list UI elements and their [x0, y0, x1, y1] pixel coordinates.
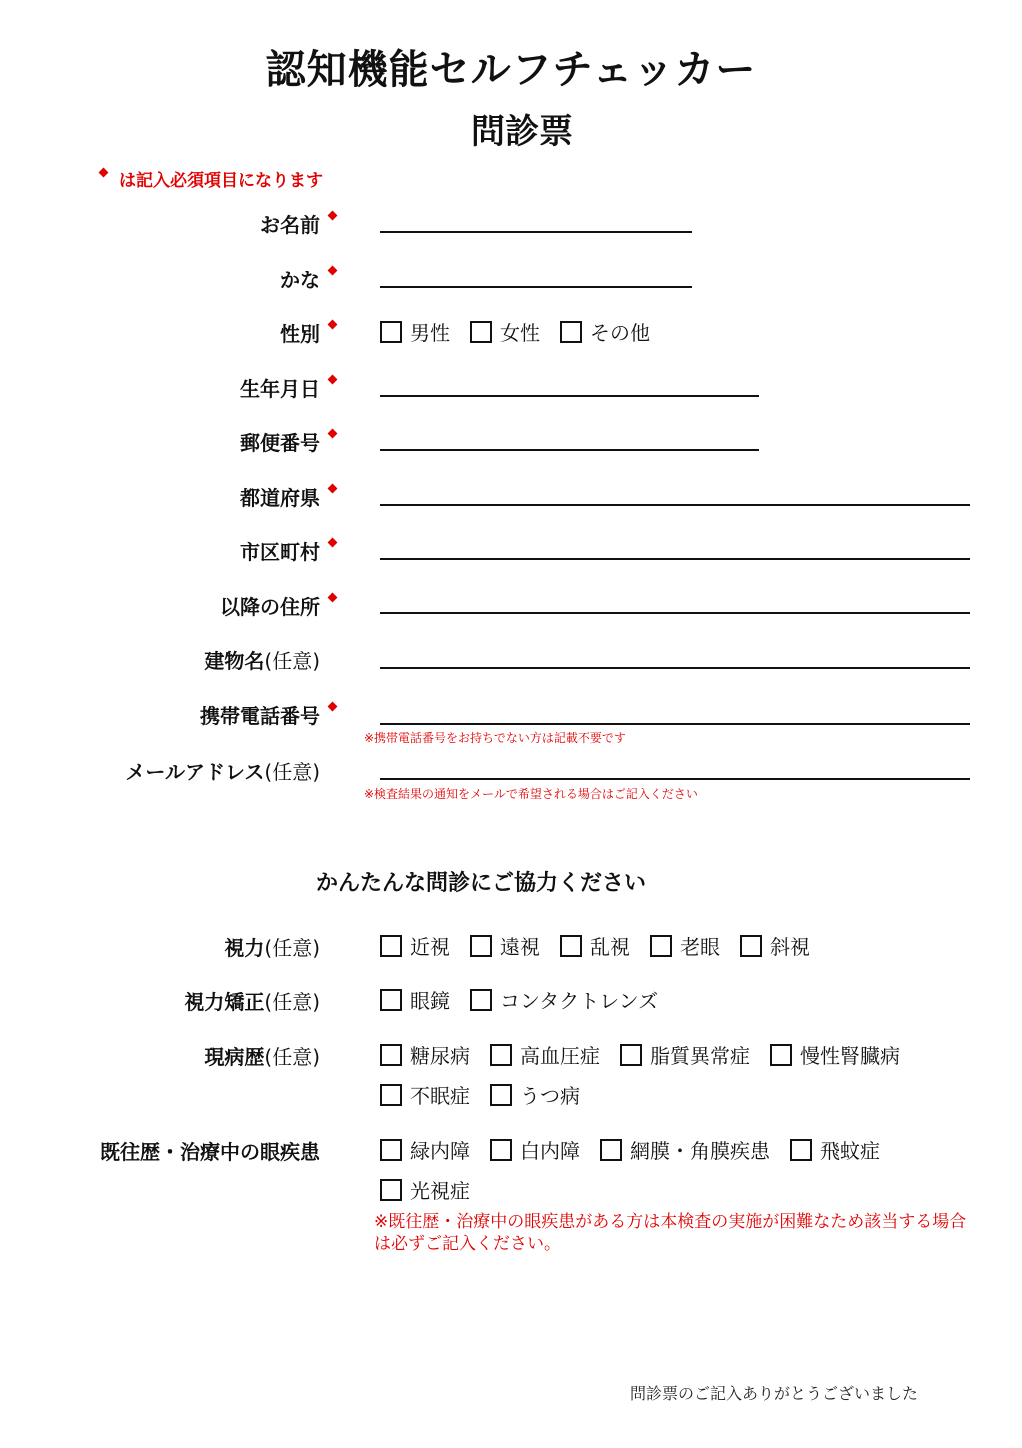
required-note-text: は記入必須項目になります: [119, 171, 323, 191]
eye-history-option[interactable]: 光視症: [380, 1175, 470, 1204]
footer-thanks: 問診票のご記入ありがとうございました: [630, 1384, 919, 1403]
checkbox[interactable]: [770, 1044, 792, 1066]
vision-option[interactable]: 老眼: [650, 931, 720, 960]
vision-options: [380, 931, 830, 960]
postal-label: 郵便番号: [240, 427, 320, 456]
current-illness-option[interactable]: 糖尿病: [380, 1040, 470, 1069]
checkbox[interactable]: [380, 989, 402, 1011]
mobile-label: 携帯電話番号: [200, 700, 320, 729]
required-diamond-icon: [328, 266, 338, 276]
prefecture-label: 都道府県: [240, 482, 320, 511]
eye-history-option[interactable]: 白内障: [490, 1135, 580, 1164]
mobile-field[interactable]: [380, 723, 970, 725]
vision-option[interactable]: 近視: [380, 931, 450, 960]
correction-label: 視力矯正(任意): [184, 990, 320, 1014]
eye-history-options-row2: [380, 1175, 490, 1204]
checkbox[interactable]: [380, 1179, 402, 1201]
birthdate-label: 生年月日: [240, 373, 320, 402]
checkbox[interactable]: [620, 1044, 642, 1066]
required-diamond-icon: [328, 320, 338, 330]
checkbox[interactable]: [650, 935, 672, 957]
name-field[interactable]: [380, 231, 692, 233]
birthdate-field[interactable]: [380, 395, 759, 397]
eye-history-option[interactable]: 緑内障: [380, 1135, 470, 1164]
required-note: [100, 166, 323, 191]
current-illness-option[interactable]: 脂質異常症: [620, 1040, 750, 1069]
vision-option[interactable]: 乱視: [560, 931, 630, 960]
checkbox[interactable]: [380, 1139, 402, 1161]
kana-field[interactable]: [380, 286, 692, 288]
checkbox[interactable]: [560, 321, 582, 343]
vision-option[interactable]: 遠視: [470, 931, 540, 960]
checkbox[interactable]: [490, 1084, 512, 1106]
name-label: お名前: [260, 209, 320, 238]
city-label: 市区町村: [240, 536, 320, 565]
current-illness-option[interactable]: 高血圧症: [490, 1040, 600, 1069]
email-label: メールアドレス(任意): [125, 760, 320, 784]
checkbox[interactable]: [380, 935, 402, 957]
required-diamond-icon: [328, 702, 338, 712]
required-diamond-icon: [328, 538, 338, 548]
gender-label: 性別: [280, 318, 320, 347]
checkbox[interactable]: [380, 321, 402, 343]
vision-label: 視力(任意): [224, 936, 320, 960]
checkbox[interactable]: [490, 1044, 512, 1066]
gender-option-female[interactable]: 女性: [470, 317, 540, 346]
current-illness-options-row1: [380, 1040, 920, 1069]
current-illness-options-row2: [380, 1080, 600, 1109]
building-field[interactable]: [380, 667, 970, 669]
eye-history-option[interactable]: 網膜・角膜疾患: [600, 1135, 770, 1164]
required-diamond-icon: [328, 593, 338, 603]
correction-options: [380, 985, 678, 1014]
current-illness-label: 現病歴(任意): [204, 1045, 320, 1069]
current-illness-option[interactable]: 不眠症: [380, 1080, 470, 1109]
required-diamond-icon: [99, 168, 109, 178]
city-field[interactable]: [380, 558, 970, 560]
checkbox[interactable]: [470, 935, 492, 957]
checkbox[interactable]: [380, 1044, 402, 1066]
checkbox[interactable]: [470, 321, 492, 343]
required-diamond-icon: [328, 375, 338, 385]
required-diamond-icon: [328, 211, 338, 221]
current-illness-option[interactable]: 慢性腎臓病: [770, 1040, 900, 1069]
required-diamond-icon: [328, 429, 338, 439]
address-label: 以降の住所: [220, 591, 320, 620]
email-field[interactable]: [380, 778, 970, 780]
checkbox[interactable]: [740, 935, 762, 957]
eye-history-option[interactable]: 飛蚊症: [790, 1135, 880, 1164]
current-illness-option[interactable]: うつ病: [490, 1080, 580, 1109]
mobile-note: ※携帯電話番号をお持ちでない方は記載不要です: [364, 731, 626, 745]
required-diamond-icon: [328, 484, 338, 494]
questionnaire-section-title: かんたんな問診にご協力ください: [315, 871, 646, 896]
checkbox[interactable]: [600, 1139, 622, 1161]
vision-option[interactable]: 斜視: [740, 931, 810, 960]
checkbox[interactable]: [560, 935, 582, 957]
correction-option[interactable]: コンタクトレンズ: [470, 985, 658, 1014]
eye-history-options-row1: [380, 1135, 900, 1164]
kana-label: かな: [280, 264, 320, 293]
address-field[interactable]: [380, 612, 970, 614]
checkbox[interactable]: [470, 989, 492, 1011]
eye-history-note: ※既往歴・治療中の眼疾患がある方は本検査の実施が困難なため該当する場合は必ずご記入ください。: [374, 1212, 967, 1254]
email-note: ※検査結果の通知をメールで希望される場合はご記入ください: [364, 787, 698, 801]
eye-history-label: 既往歴・治療中の眼疾患: [100, 1140, 320, 1164]
gender-option-male[interactable]: 男性: [380, 317, 450, 346]
postal-code-field[interactable]: [380, 449, 759, 451]
prefecture-field[interactable]: [380, 504, 970, 506]
building-label: 建物名(任意): [204, 649, 320, 673]
checkbox[interactable]: [380, 1084, 402, 1106]
checkbox[interactable]: [490, 1139, 512, 1161]
correction-option[interactable]: 眼鏡: [380, 985, 450, 1014]
form-title: 認知機能セルフチェッカー: [265, 47, 757, 93]
form-subtitle: 問診票: [471, 112, 573, 152]
gender-options: [380, 317, 670, 346]
gender-option-other[interactable]: その他: [560, 317, 650, 346]
checkbox[interactable]: [790, 1139, 812, 1161]
